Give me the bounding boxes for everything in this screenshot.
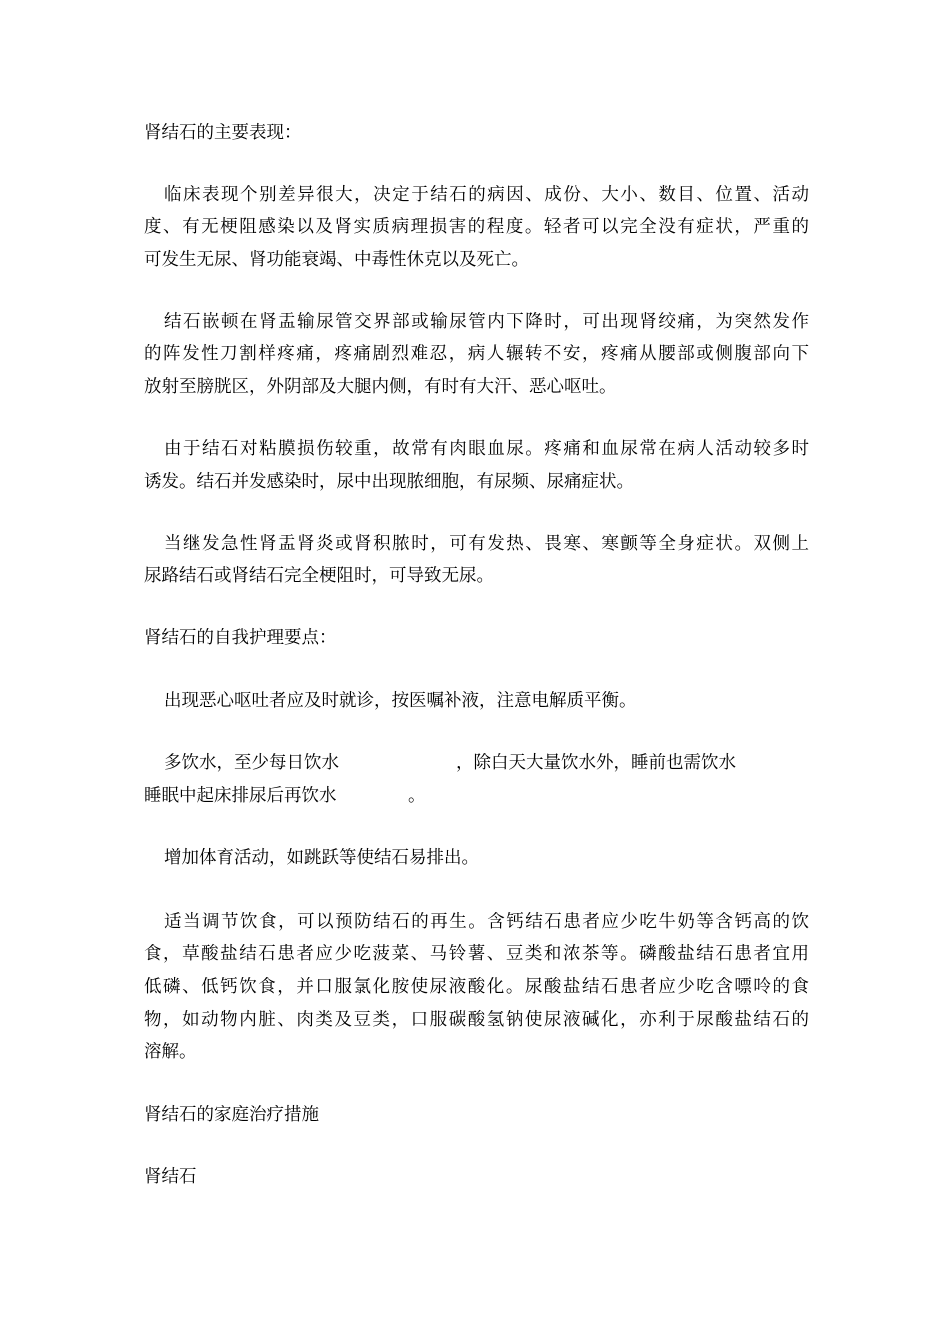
paragraph-line: 诱发。结石并发感染时，尿中出现脓细胞，有尿频、尿痛症状。	[144, 472, 634, 492]
paragraph-line: 食，草酸盐结石患者应少吃菠菜、马铃薯、豆类和浓茶等。磷酸盐结石患者宜用	[144, 944, 809, 964]
paragraph-line: 适当调节饮食，可以预防结石的再生。含钙结石患者应少吃牛奶等含钙高的饮	[164, 912, 809, 932]
paragraph-line: 结石嵌顿在肾盂输尿管交界部或输尿管内下降时，可出现肾绞痛，为突然发作	[164, 312, 809, 332]
section-heading-home-treatment: 肾结石的家庭治疗措施	[144, 1105, 319, 1125]
paragraph-line: 度、有无梗阻感染以及肾实质病理损害的程度。轻者可以完全没有症状，严重的	[144, 217, 809, 237]
paragraph-line: 临床表现个别差异很大，决定于结石的病因、成份、大小、数目、位置、活动	[164, 185, 809, 205]
section-heading-symptoms: 肾结石的主要表现：	[144, 123, 302, 143]
paragraph-line: 的阵发性刀割样疼痛，疼痛剧烈难忍，病人辗转不安，疼痛从腰部或侧腹部向下	[144, 344, 809, 364]
care-item-exercise: 增加体育活动，如跳跃等使结石易排出。	[164, 848, 479, 868]
paragraph-line: 物，如动物内脏、肉类及豆类，口服碳酸氢钠使尿液碱化，亦利于尿酸盐结石的	[144, 1010, 809, 1030]
paragraph-line: 由于结石对粘膜损伤较重，故常有肉眼血尿。疼痛和血尿常在病人活动较多时	[164, 439, 809, 459]
paragraph-line: 当继发急性肾盂肾炎或肾积脓时，可有发热、畏寒、寒颤等全身症状。双侧上	[164, 534, 809, 554]
text-segment: ，除白天大量饮水外，睡前也需饮水	[456, 753, 736, 773]
section-heading-self-care: 肾结石的自我护理要点：	[144, 628, 337, 648]
paragraph-line: 低磷、低钙饮食，并口服氯化胺使尿液酸化。尿酸盐结石患者应少吃含嘌呤的食	[144, 977, 809, 997]
text-segment: 。	[408, 786, 426, 806]
section-heading-kidney-stone: 肾结石	[144, 1167, 197, 1187]
paragraph-line: 可发生无尿、肾功能衰竭、中毒性休克以及死亡。	[144, 250, 529, 270]
paragraph-line	[144, 784, 809, 808]
text-segment: 睡眠中起床排尿后再饮水	[144, 786, 337, 806]
document-page	[144, 0, 809, 1344]
paragraph-line: 放射至膀胱区，外阴部及大腿内侧，有时有大汗、恶心呕吐。	[144, 377, 617, 397]
paragraph-line: 尿路结石或肾结石完全梗阻时，可导致无尿。	[144, 566, 494, 586]
paragraph-line: 溶解。	[144, 1042, 197, 1062]
care-item-nausea: 出现恶心呕吐者应及时就诊，按医嘱补液，注意电解质平衡。	[164, 691, 637, 711]
paragraph-line	[144, 751, 809, 775]
text-segment: 多饮水，至少每日饮水	[164, 753, 339, 773]
